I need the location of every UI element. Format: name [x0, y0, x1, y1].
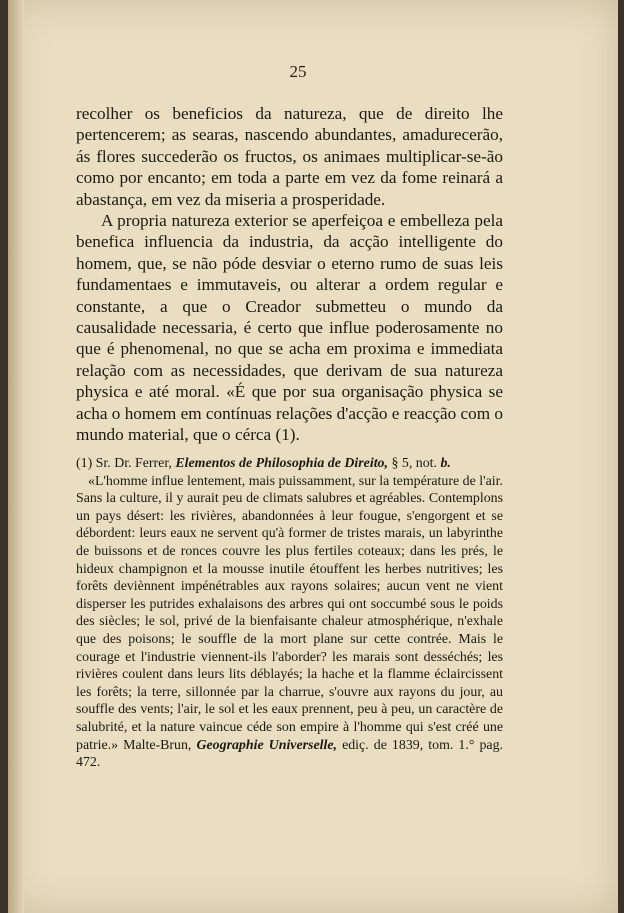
footnote-quote-text: «L'homme influe lentement, mais puissamment, sur la température de l'air. Sans la culture, il y aurait peu de climats salubres et agréables. Contemplons un pays désert: les rivières, abandonnées à leur fougue, s'engorgent et se débordent: leurs eaux ne servent qu'à former de tristes marais, un labyrinthe de buissons et de ronces couvre les plus fertiles coteaux; dans les prés, le hideux champignon et la mousse inutile étouffent les herbes nutritives; les forêts deviènnent impénétrables aux rayons solaires; aucun vent ne vient disperser les putrides exhalaisons des arbres qui ont soccumbé sous le poids des siècles; le sol, privé de la bienfaisante chaleur atmosphérique, n'exhale que des poisons; le souffle de la mort plane sur cette contrée. Mais le courage et l'industrie viennent-ils l'aborder? les marais sont desséchés; les rivières coulent dans leurs lits déblayés; la hache et la flamme éclaircissent les forêts; la terre, sillonnée par la charrue, s'ouvre aux rayons du jour, au souffle des vents; l'air, le sol et les eaux prennent, peu à peu, un caractère de salubrité, et la nature vaincue céde son empire à l'homme qui s'est créé une patrie.» Malte-Brun, [76, 473, 503, 753]
footnote [76, 455, 503, 772]
footnote-ref-prefix: (1) Sr. Dr. Ferrer, [76, 456, 172, 471]
book-page [8, 0, 618, 913]
page-number: 25 [289, 62, 307, 81]
paragraph-2: A propria natureza exterior se aperfeiçoa e embelleza pela benefica influencia da industria, da acção intelligente do homem, que, se não póde desviar o eterno rumo de suas leis fundamentaes e immutaveis, ou alterar a ordem regular e constante, a que o Creador submetteu o mundo da causalidade necessaria, é certo que influe poderosamente no que é phenomenal, no que se acha em proxima e immediata relação com as necessidades, que derivam de sua natureza physica e até moral. «É que por sua organisação physica se acha o homem em contínuas relações d'acção e reacção com o mundo material, que o cérca (1). [76, 211, 503, 445]
footnote-ref-suffix: § 5, not. [391, 456, 437, 471]
footnote-ref-title: Elementos de Philosophia de Direito, [175, 456, 388, 471]
page-binding-edge [8, 0, 24, 913]
footnote-source-title: Geographie Universelle, [196, 737, 337, 753]
footnote-reference [76, 455, 503, 473]
paragraph-1: recolher os beneficios da natureza, que de direito lhe pertencerem; as searas, nascendo abundantes, amadurecerão, ás flores succederão os fructos, os animaes multiplicar-se-ão como por encanto; em toda a parte em vez da fome reinará a abastança, em vez da miseria a prosperidade. [76, 104, 503, 209]
footnote-quote [76, 473, 503, 772]
footnote-source-suffix: ediç. de 1839, tom. 1.° pag. 472. [76, 737, 503, 771]
body-text [76, 103, 503, 446]
footnote-ref-note: b. [440, 456, 451, 471]
